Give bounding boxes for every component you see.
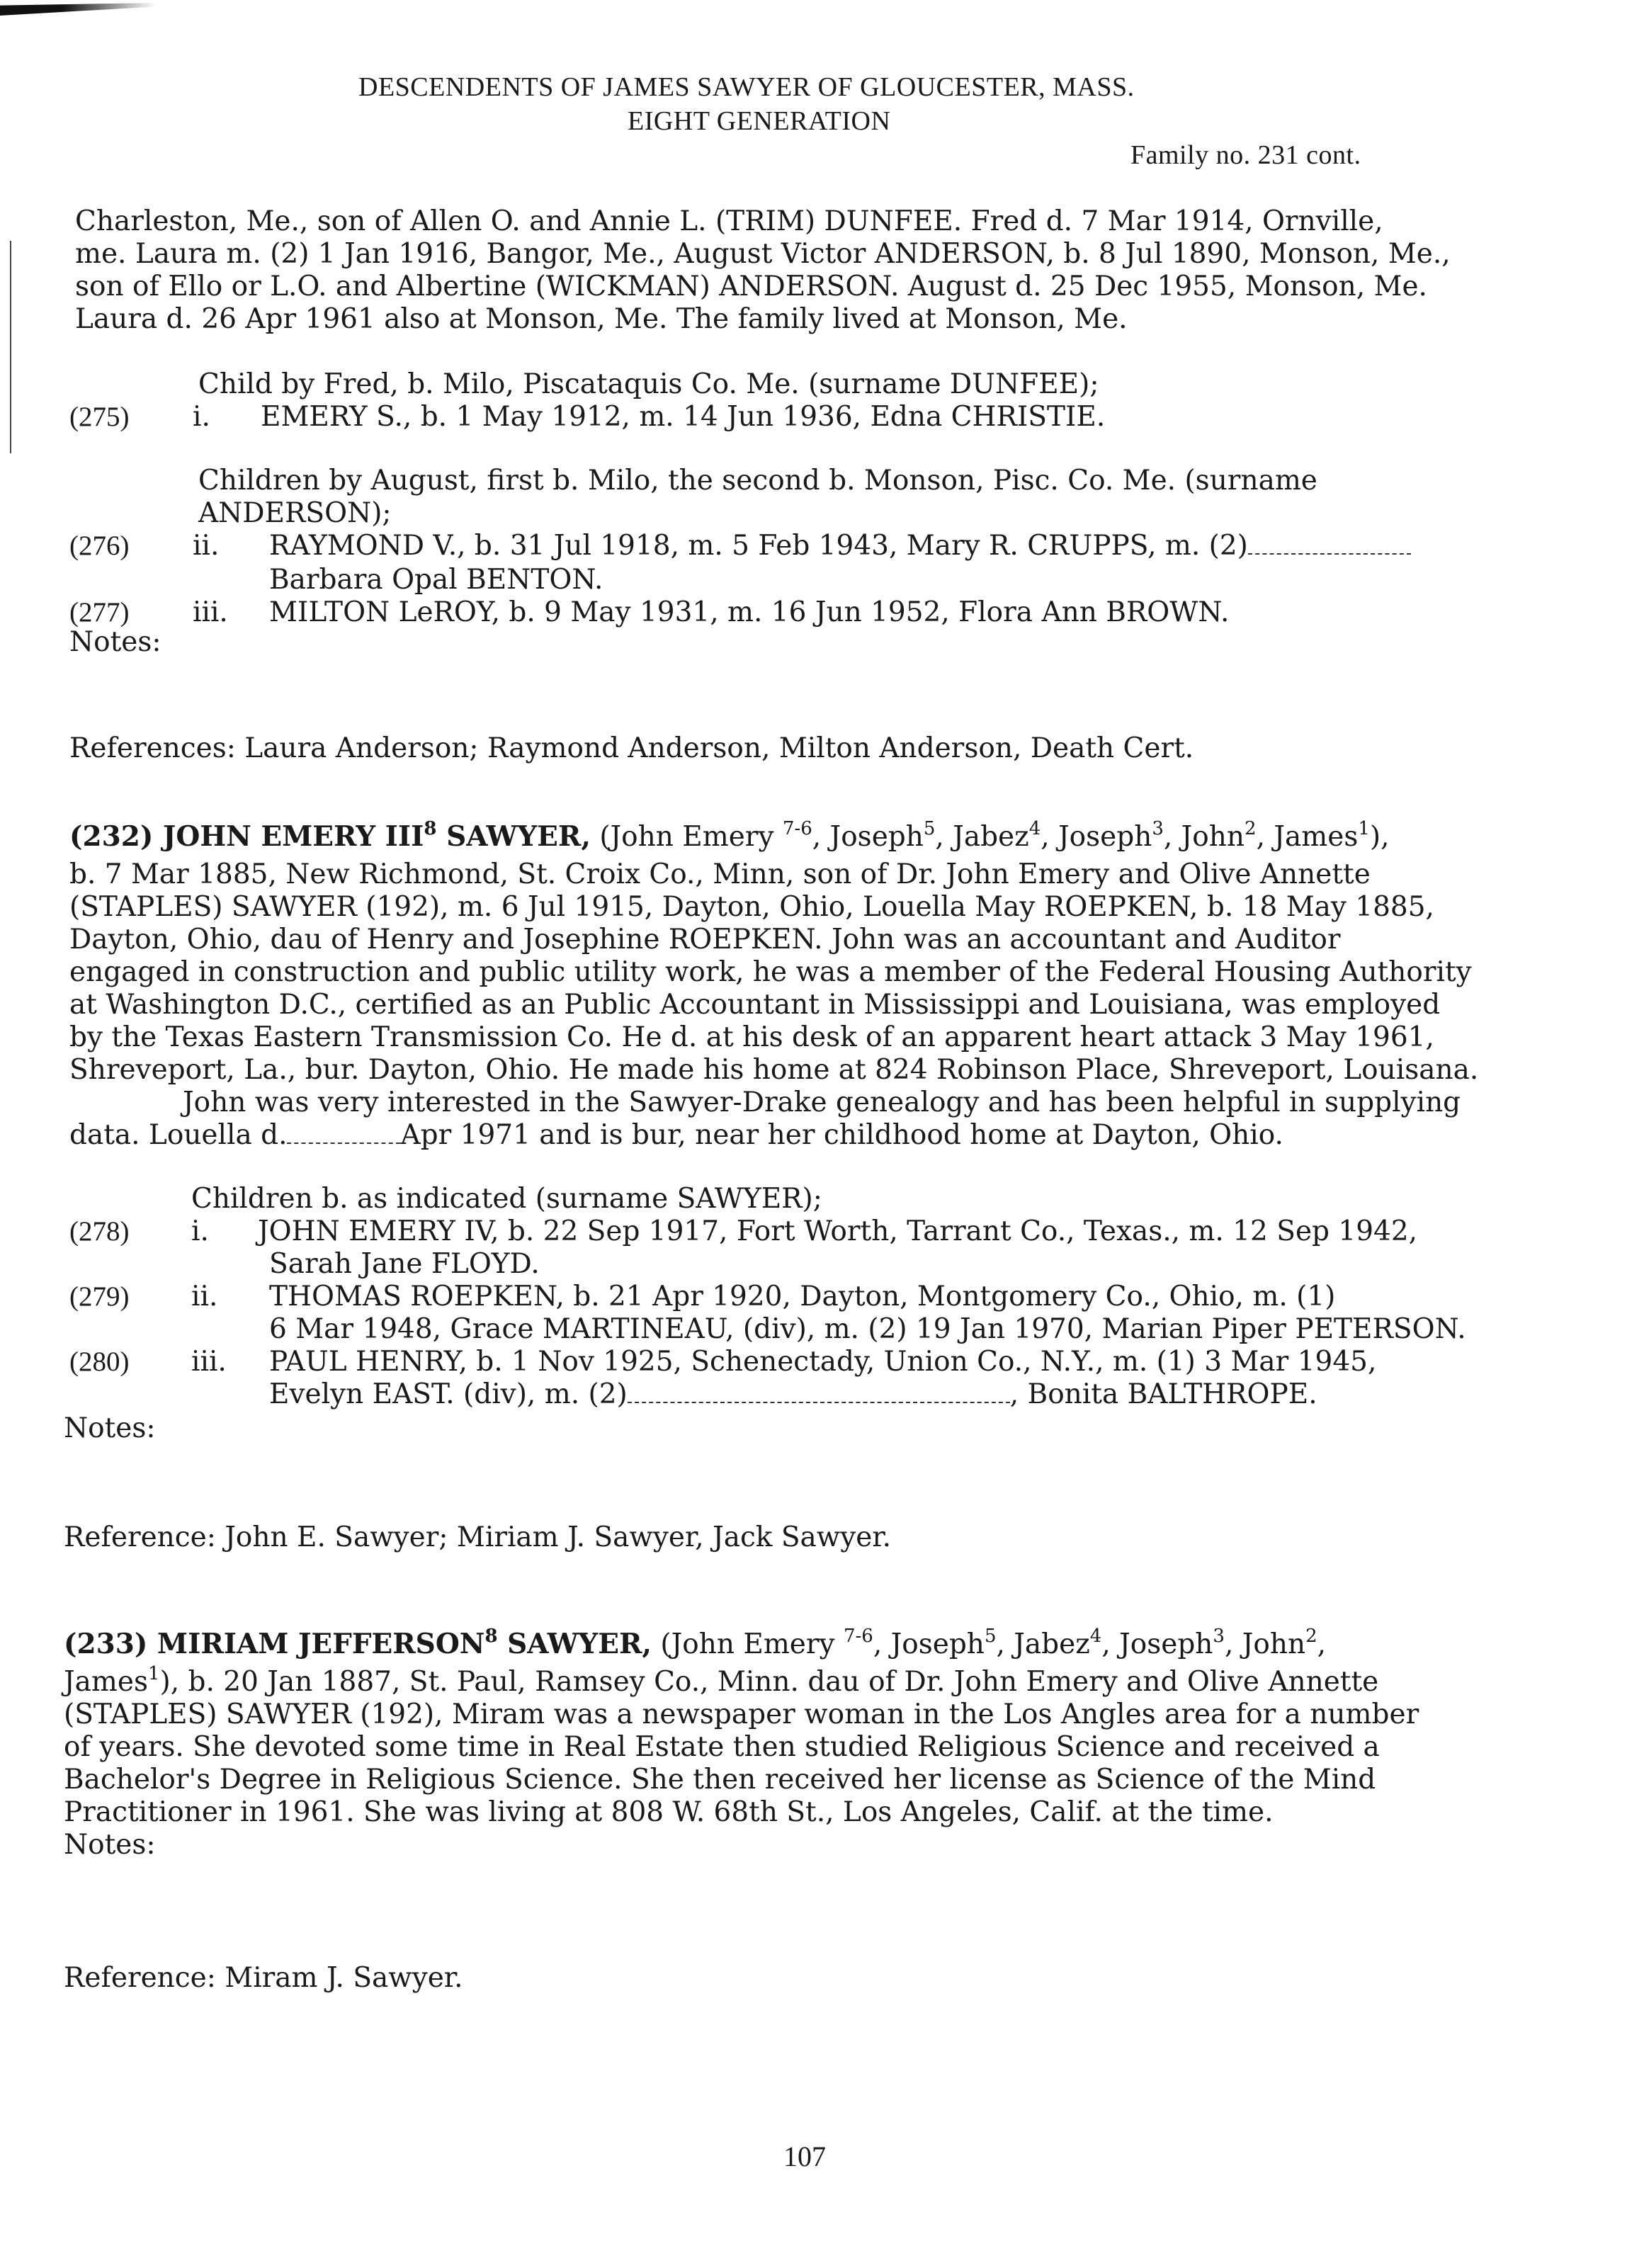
family232-line-9: [69, 1119, 1283, 1152]
ancestor-gen: 3: [1152, 818, 1164, 839]
ancestry-close: ),: [1369, 821, 1390, 853]
children-intro: Children by August, first b. Milo, the second b. Monson, Pisc. Co. Me. (surname: [198, 465, 1317, 497]
child-ordinal: i.: [191, 1215, 209, 1247]
child-entry: THOMAS ROEPKEN, b. 21 Apr 1920, Dayton, Montgomery Co., Ohio, m. (1): [269, 1281, 1336, 1312]
ancestor: , Joseph: [873, 1628, 985, 1660]
generation-sup: 8: [484, 1626, 498, 1647]
ancestor: (John Emery: [599, 821, 783, 853]
person-name: MIRIAM JEFFERSON: [157, 1628, 485, 1660]
child-number: (279): [69, 1281, 130, 1312]
blank-line: [628, 1380, 1010, 1403]
child-number: (278): [69, 1216, 130, 1247]
blank-line: [287, 1121, 400, 1144]
child-entry: PAUL HENRY, b. 1 Nov 1925, Schenectady, Union Co., N.Y., m. (1) 3 Mar 1945,: [269, 1346, 1377, 1378]
child-number: (275): [69, 402, 130, 432]
page-number: 107: [783, 2141, 826, 2172]
person-surname: SAWYER,: [446, 820, 591, 853]
header-title: DESCENDENTS OF JAMES SAWYER OF GLOUCESTER, MASS.: [358, 72, 1135, 102]
reference: Reference: John E. Sawyer; Miriam J. Sawyer, Jack Sawyer.: [64, 1521, 892, 1553]
ancestor: , Jabez: [935, 821, 1029, 853]
ancestor-gen: 3: [1213, 1626, 1225, 1647]
person-name: JOHN EMERY III: [162, 820, 424, 853]
references: References: Laura Anderson; Raymond Anderson, Milton Anderson, Death Cert.: [69, 732, 1194, 764]
ancestry: [599, 818, 1390, 853]
family232-line-8: John was very interested in the Sawyer-Drake genealogy and has been helpful in supplying: [183, 1087, 1461, 1118]
ancestor-gen: 1: [147, 1663, 160, 1684]
child-intro: Child by Fred, b. Milo, Piscataquis Co. Me. (surname DUNFEE);: [198, 368, 1099, 400]
ancestry: [660, 1628, 1326, 1660]
line-text: data. Louella d.: [69, 1119, 288, 1151]
ancestor-gen: 5: [984, 1626, 997, 1647]
ancestor-gen: 1: [1358, 818, 1370, 839]
child-ordinal: i.: [193, 401, 210, 433]
line-text: , Bonita BALTHROPE.: [1009, 1378, 1317, 1410]
scan-artifact-mark: [0, 3, 156, 16]
line-text: James: [64, 1666, 148, 1698]
notes-label: Notes:: [69, 626, 161, 658]
line-text: Evelyn EAST. (div), m. (2): [269, 1378, 628, 1410]
family233-heading: [64, 1628, 1326, 1661]
family233-line-3: of years. She devoted some time in Real Estate then studied Religious Science and received a: [64, 1731, 1380, 1763]
family232-line-2: (STAPLES) SAWYER (192), m. 6 Jul 1915, Dayton, Ohio, Louella May ROEPKEN, b. 18 May 1885,: [69, 891, 1434, 923]
ancestor: , John: [1224, 1628, 1306, 1660]
family233-line-5: Practitioner in 1961. She was living at 808 W. 68th St., Los Angeles, Calif. at the time.: [64, 1796, 1274, 1828]
child-number: (277): [69, 597, 130, 628]
child-number: (276): [69, 531, 130, 561]
family232-line-3: Dayton, Ohio, dau of Henry and Josephine ROEPKEN. John was an accountant and Auditor: [69, 924, 1341, 956]
children-intro-cont: ANDERSON);: [198, 497, 392, 529]
child-entry: MILTON LeROY, b. 9 May 1931, m. 16 Jun 1952, Flora Ann BROWN.: [269, 596, 1230, 628]
notes-label: Notes:: [64, 1829, 156, 1861]
family231-line-2: me. Laura m. (2) 1 Jan 1916, Bangor, Me., August Victor ANDERSON, b. 8 Jul 1890, Monson, Me.,: [75, 238, 1451, 270]
family232-line-6: by the Texas Eastern Transmission Co. He d. at his desk of an apparent heart attack 3 May 1961,: [69, 1021, 1434, 1053]
family231-line-3: son of Ello or L.O. and Albertine (WICKMAN) ANDERSON. August d. 25 Dec 1955, Monson, Me.: [75, 271, 1427, 302]
ancestor: , James: [1256, 821, 1359, 853]
child-entry-text: RAYMOND V., b. 31 Jul 1918, m. 5 Feb 1943, Mary R. CRUPPS, m. (2): [269, 530, 1248, 562]
ancestor: , Joseph: [1101, 1628, 1213, 1660]
child-entry-cont: Barbara Opal BENTON.: [269, 564, 603, 596]
child-number: (280): [69, 1346, 130, 1377]
entry-id: (233): [64, 1628, 148, 1660]
family232-line-7: Shreveport, La., bur. Dayton, Ohio. He made his home at 824 Robinson Place, Shreveport, Louisana.: [69, 1054, 1479, 1086]
generation-sup: 8: [424, 818, 437, 839]
ancestor-gen: 2: [1245, 818, 1257, 839]
family233-line-1: [64, 1663, 1379, 1699]
family233-line-2: (STAPLES) SAWYER (192), Miram was a newspaper woman in the Los Angles area for a number: [64, 1699, 1419, 1730]
child-ordinal: iii.: [193, 596, 228, 628]
margin-line: [10, 241, 11, 453]
family-number: Family no. 231 cont.: [1130, 140, 1361, 170]
family232-line-5: at Washington D.C., certified as an Public Accountant in Mississippi and Louisiana, was employed: [69, 989, 1441, 1021]
child-entry-cont: [269, 1378, 1317, 1411]
child-entry: [269, 530, 1411, 562]
blank-line: [1248, 532, 1411, 555]
child-ordinal: ii.: [193, 530, 220, 562]
ancestor: , Jabez: [996, 1628, 1090, 1660]
child-ordinal: ii.: [191, 1281, 218, 1312]
entry-id: (232): [69, 820, 154, 853]
child-entry: EMERY S., b. 1 May 1912, m. 14 Jun 1936, Edna CHRISTIE.: [261, 401, 1106, 433]
children-intro: Children b. as indicated (surname SAWYER);: [191, 1183, 822, 1215]
ancestor-gen: 5: [923, 818, 936, 839]
family233-line-4: Bachelor's Degree in Religious Science. She then received her license as Science of the Mind: [64, 1764, 1376, 1796]
family232-line-1: b. 7 Mar 1885, New Richmond, St. Croix Co., Minn, son of Dr. John Emery and Olive Annette: [69, 858, 1371, 890]
reference: Reference: Miram J. Sawyer.: [64, 1962, 463, 1994]
child-entry: JOHN EMERY IV, b. 22 Sep 1917, Fort Worth, Tarrant Co., Texas., m. 12 Sep 1942,: [258, 1215, 1418, 1247]
line-text: ), b. 20 Jan 1887, St. Paul, Ramsey Co., Minn. dau of Dr. John Emery and Olive Annette: [159, 1666, 1379, 1698]
ancestor-gen: 4: [1089, 1626, 1102, 1647]
ancestor: , Joseph: [812, 821, 924, 853]
ancestor-gen: 7-6: [843, 1626, 873, 1647]
ancestor: , John: [1163, 821, 1245, 853]
family232-line-4: engaged in construction and public utility work, he was a member of the Federal Housing Authority: [69, 956, 1472, 988]
ancestor-gen: 2: [1305, 1626, 1317, 1647]
ancestor-gen: 4: [1028, 818, 1041, 839]
person-surname: SAWYER,: [507, 1628, 652, 1660]
family231-line-1: Charleston, Me., son of Allen O. and Annie L. (TRIM) DUNFEE. Fred d. 7 Mar 1914, Ornville,: [75, 205, 1383, 237]
notes-label: Notes:: [64, 1412, 156, 1444]
header-generation: EIGHT GENERATION: [628, 106, 891, 136]
ancestor: (John Emery: [660, 1628, 844, 1660]
line-text: Apr 1971 and is bur, near her childhood home at Dayton, Ohio.: [400, 1119, 1283, 1151]
ancestor-gen: 7-6: [782, 818, 812, 839]
ancestor: , Joseph: [1041, 821, 1152, 853]
ancestry-end: ,: [1317, 1628, 1327, 1660]
child-entry-cont: Sarah Jane FLOYD.: [269, 1248, 540, 1280]
family231-line-4: Laura d. 26 Apr 1961 also at Monson, Me. The family lived at Monson, Me.: [75, 303, 1128, 335]
child-ordinal: iii.: [191, 1346, 227, 1378]
family232-heading: [69, 820, 1390, 854]
child-entry-cont: 6 Mar 1948, Grace MARTINEAU, (div), m. (2) 19 Jan 1970, Marian Piper PETERSON.: [269, 1313, 1466, 1345]
